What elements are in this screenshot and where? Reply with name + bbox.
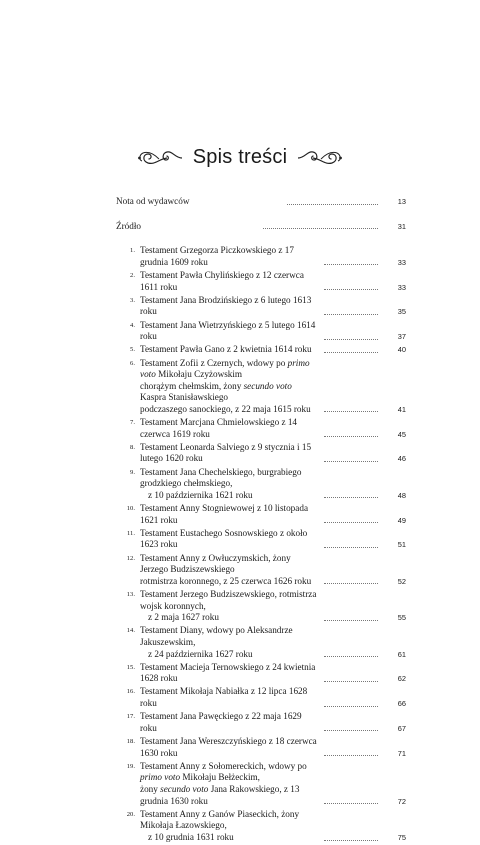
toc-entry-label bbox=[140, 809, 318, 844]
toc-entry[interactable] bbox=[116, 528, 406, 551]
toc-entry-number: 11. bbox=[127, 529, 135, 537]
toc-entry-line: Testament Macieja Ternowskiego z 24 kwietnia 1628 roku bbox=[140, 661, 316, 684]
dot-leader bbox=[324, 547, 378, 548]
toc-entry-line: z 24 października 1627 roku bbox=[148, 648, 253, 659]
dot-leader bbox=[324, 706, 378, 707]
toc-entry-number: 20. bbox=[126, 810, 135, 818]
toc-entry-number: 14. bbox=[126, 627, 135, 635]
dot-leader bbox=[324, 840, 378, 841]
toc-entry-number: 15. bbox=[126, 663, 135, 671]
toc-entry-line: Testament Jana Chechelskiego, burgrabiego grodzkiego chełmskiego, bbox=[140, 466, 302, 489]
dot-leader bbox=[324, 497, 378, 498]
toc-entry[interactable] bbox=[116, 320, 406, 343]
toc-entry[interactable] bbox=[116, 736, 406, 759]
toc-entry-label bbox=[140, 467, 318, 502]
dot-leader bbox=[324, 681, 378, 682]
toc-entry-line: żony secundo voto Jana Rakowskiego, z 13 grudnia 1630 roku bbox=[140, 784, 300, 806]
toc-entry-page: 61 bbox=[397, 649, 406, 659]
toc-entry[interactable] bbox=[116, 245, 406, 268]
toc-entry-line: Testament Anny z Owłuczymskich, żony Jerzego Budziszewskiego bbox=[140, 552, 291, 575]
toc-entry-label bbox=[140, 417, 318, 440]
toc-entry-page: 75 bbox=[397, 832, 406, 842]
toc-entry-number: 2. bbox=[130, 271, 135, 279]
toc-entry-label bbox=[140, 344, 318, 356]
toc-entry-label bbox=[140, 442, 318, 465]
toc-entry[interactable] bbox=[116, 442, 406, 465]
toc-entry-page: 40 bbox=[397, 345, 406, 355]
toc-entry[interactable] bbox=[116, 809, 406, 844]
dot-leader bbox=[324, 461, 378, 462]
toc-entry-line: rotmistrza koronnego, z 25 czerwca 1626 roku bbox=[140, 575, 312, 586]
toc-entry-line: z 2 maja 1627 roku bbox=[148, 612, 219, 623]
toc-entry[interactable] bbox=[116, 761, 406, 807]
toc-entry-line: z 10 października 1621 roku bbox=[148, 489, 253, 500]
toc-entry-number: 5. bbox=[130, 346, 135, 354]
toc-entry-number: 18. bbox=[126, 738, 135, 746]
toc-entry[interactable] bbox=[116, 625, 406, 660]
toc-entry-number: 10. bbox=[126, 505, 135, 512]
toc-entry-number: 8. bbox=[130, 443, 135, 451]
toc-entry-page: 37 bbox=[397, 332, 406, 342]
toc-entry-label bbox=[140, 625, 318, 660]
toc-entry-page: 55 bbox=[397, 613, 406, 623]
toc-entry-line: Testament Jana Wereszczyńskiego z 18 czerwca 1630 roku bbox=[140, 736, 317, 758]
left-flourish-ornament bbox=[137, 147, 183, 169]
toc-entry-line: Testament Grzegorza Piczkowskiego z 17 grudnia 1609 roku bbox=[140, 245, 294, 267]
toc-entry-zrodlo[interactable] bbox=[116, 221, 406, 233]
toc-entry-label bbox=[140, 686, 318, 709]
toc-entry-page: 67 bbox=[397, 723, 406, 733]
toc-entry-label bbox=[140, 320, 318, 343]
toc-entry-line: Testament Marcjana Chmielowskiego z 14 czerwca 1619 roku bbox=[140, 417, 298, 439]
dot-leader bbox=[324, 755, 378, 756]
dot-leader bbox=[287, 204, 378, 205]
toc-entry-number: 19. bbox=[126, 762, 135, 770]
toc-entry-number: 9. bbox=[130, 468, 135, 476]
toc-entry-label bbox=[140, 711, 318, 734]
toc-entry-list bbox=[116, 245, 406, 843]
toc-entry-number: 6. bbox=[130, 359, 135, 367]
toc-entry[interactable] bbox=[116, 553, 406, 588]
toc-entry-page: 45 bbox=[397, 429, 406, 439]
title-block bbox=[0, 146, 480, 169]
toc-entry-label bbox=[140, 270, 318, 293]
dot-leader bbox=[324, 803, 378, 804]
toc-entry[interactable] bbox=[116, 503, 406, 526]
toc-entry-label bbox=[140, 589, 318, 624]
toc-entry-number: 13. bbox=[126, 590, 135, 598]
toc-entry-page: 62 bbox=[397, 674, 406, 684]
toc-entry[interactable] bbox=[116, 295, 406, 318]
toc-entry-number: 3. bbox=[130, 296, 135, 304]
toc-entry-line: podczaszego sanockiego, z 22 maja 1615 roku bbox=[140, 403, 311, 414]
toc-entry[interactable] bbox=[116, 686, 406, 709]
toc-entry-page: 31 bbox=[397, 221, 407, 231]
toc-entry-page: 52 bbox=[397, 576, 406, 586]
toc-entry-number: 12. bbox=[126, 554, 135, 562]
toc-entry-label bbox=[140, 503, 318, 526]
toc-entry-line: Testament Eustachego Sosnowskiego z około 1623 roku bbox=[140, 527, 308, 550]
toc-entry-line: Testament Leonarda Salviego z 9 stycznia i 15 lutego 1620 roku bbox=[140, 441, 312, 464]
dot-leader bbox=[324, 730, 378, 731]
toc-entry-line: Testament Jana Wietrzyńskiego z 5 lutego 1614 roku bbox=[140, 319, 316, 342]
toc-entry-label bbox=[140, 295, 318, 318]
toc-entry-label bbox=[140, 528, 318, 551]
toc-entry-line: Testament Anny Stogniewowej z 10 listopada 1621 roku bbox=[140, 503, 309, 525]
dot-leader bbox=[324, 583, 378, 584]
toc-entry-page: 33 bbox=[397, 282, 406, 292]
toc-entry-number: 4. bbox=[130, 321, 135, 329]
toc-entry-label bbox=[140, 245, 318, 268]
toc-entry-label: Źródło bbox=[116, 220, 142, 231]
toc-entry-page: 48 bbox=[397, 490, 406, 500]
toc-entry-line: Testament Jerzego Budziszewskiego, rotmistrza wojsk koronnych, bbox=[140, 588, 317, 611]
toc-entry-page: 46 bbox=[397, 454, 406, 464]
toc-entry-label bbox=[140, 358, 318, 416]
dot-leader bbox=[263, 228, 379, 229]
dot-leader bbox=[324, 339, 378, 340]
toc-entry-page: 35 bbox=[397, 307, 406, 317]
toc-entry[interactable] bbox=[116, 344, 406, 356]
toc-entry[interactable] bbox=[116, 662, 406, 685]
toc-entry-page: 41 bbox=[397, 404, 406, 414]
toc-entry-number: 1. bbox=[130, 247, 135, 255]
toc-entry-line: chorążym chełmskim, żony secundo voto Kaspra Stanisławskiego bbox=[140, 380, 292, 403]
toc-entry-line: Testament Mikołaja Nabiałka z 12 lipca 1628 roku bbox=[140, 686, 308, 709]
toc-entry[interactable] bbox=[116, 270, 406, 293]
toc-entry-nota[interactable] bbox=[116, 196, 406, 208]
toc-entry-number: 17. bbox=[126, 713, 135, 721]
dot-leader bbox=[324, 352, 378, 353]
toc-entry-page: 33 bbox=[397, 257, 406, 267]
toc-entry-line: Testament Jana Brodzińskiego z 6 lutego 1613 roku bbox=[140, 294, 312, 317]
dot-leader bbox=[324, 436, 378, 437]
dot-leader bbox=[324, 289, 378, 290]
toc-entry-page: 13 bbox=[397, 197, 407, 206]
toc-entry-label bbox=[140, 662, 318, 685]
toc-entry-page: 51 bbox=[397, 540, 406, 550]
dot-leader bbox=[324, 264, 378, 265]
toc-entry-page: 71 bbox=[397, 748, 406, 758]
toc-entry-page: 49 bbox=[397, 515, 406, 525]
page-title: Spis treści bbox=[192, 146, 288, 168]
dot-leader bbox=[324, 411, 378, 412]
toc-entry-line: Testament Anny z Sołomereckich, wdowy po primo voto Mikołaju Bełżeckim, bbox=[140, 760, 307, 783]
dot-leader bbox=[324, 314, 378, 315]
toc-entry-label bbox=[140, 736, 318, 759]
toc-entry-line: Testament Pawła Gano z 2 kwietnia 1614 roku bbox=[140, 344, 312, 355]
toc-entry-line: z 10 grudnia 1631 roku bbox=[148, 831, 234, 842]
table-of-contents bbox=[116, 196, 406, 845]
toc-entry-line: Testament Zofii z Czernych, wdowy po primo voto Mikołaju Czyżowskim bbox=[140, 357, 310, 380]
dot-leader bbox=[324, 522, 378, 523]
toc-entry[interactable] bbox=[116, 467, 406, 502]
toc-entry-number: 7. bbox=[130, 419, 135, 427]
toc-entry-page: 66 bbox=[397, 699, 406, 709]
right-flourish-ornament bbox=[297, 147, 343, 169]
toc-entry-label bbox=[140, 761, 318, 807]
toc-entry-number: 16. bbox=[126, 688, 135, 696]
dot-leader bbox=[324, 620, 378, 621]
toc-entry-page: 72 bbox=[397, 796, 406, 806]
toc-entry-line: Testament Jana Pawęckiego z 22 maja 1629 roku bbox=[140, 711, 302, 733]
toc-entry[interactable] bbox=[116, 711, 406, 734]
dot-leader bbox=[324, 656, 378, 657]
toc-entry-line: Testament Anny z Ganów Piaseckich, żony Mikołaja Łazowskiego, bbox=[140, 808, 300, 831]
toc-entry[interactable] bbox=[116, 589, 406, 624]
toc-entry-line: Testament Diany, wdowy po Aleksandrze Jakuszewskim, bbox=[140, 625, 293, 647]
toc-entry[interactable] bbox=[116, 358, 406, 416]
toc-entry-label bbox=[140, 553, 318, 588]
toc-entry-line: Testament Pawła Chylińskiego z 12 czerwca 1611 roku bbox=[140, 269, 304, 292]
toc-entry-label: Nota od wydawców bbox=[116, 196, 190, 206]
toc-entry[interactable] bbox=[116, 417, 406, 440]
